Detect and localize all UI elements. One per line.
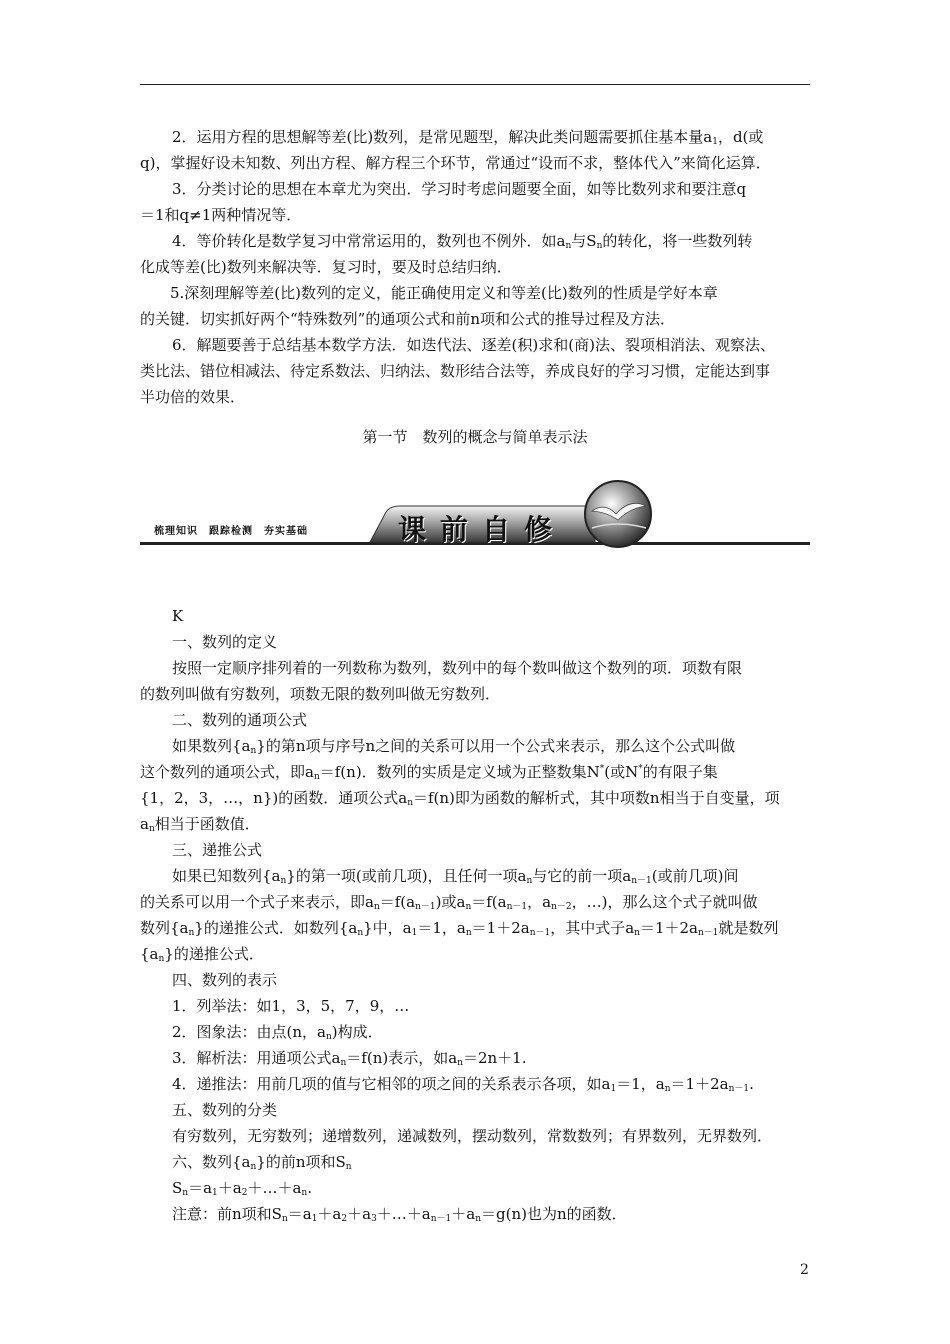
intro-paragraph-5-cont: 的关键．切实抓好两个“特殊数列”的通项公式和前n项和公式的推导过程及方法． (140, 310, 676, 328)
heading-representation: 四、数列的表示 (172, 971, 278, 989)
section-title: 第一节 数列的概念与简单表示法 (362, 428, 588, 446)
heading-classification: 五、数列的分类 (172, 1101, 278, 1119)
general-term-paragraph-cont2: {1，2，3，…，n})的函数．通项公式$a_n=f(n)$即为函数的解析式，其中项数n相当于自变量，项 (140, 789, 780, 808)
heading-definition: 一、数列的定义 (172, 633, 278, 651)
intro-paragraph-6-cont: 类比法、错位相减法、待定系数法、归纳法、数形结合法等，养成良好的学习习惯，定能达到事 (140, 362, 771, 380)
heading-recurrence: 三、递推公式 (172, 841, 263, 859)
general-term-paragraph-cont: 这个数列的通项公式，即$a_n=f(n)$．数列的实质是定义域为正整数集N*(或N*的有限子集 (140, 763, 718, 782)
recurrence-paragraph-cont: 的关系可以用一个式子来表示，即$a_n=f(a_{n-1})$或$a_n=f(a_{n-1}$，$a_{n-2}$，…)，那么这个式子就叫做 (140, 893, 758, 912)
partial-sum-note: 注意：前n项和$S_n=a_1+a_2+a_3+\dots+a_{n-1}+a_n=g(n)$也为n的函数． (172, 1205, 627, 1224)
intro-paragraph-5: 5.深刻理解等差(比)数列的定义，能正确使用定义和等差(比)数列的性质是学好本章 (170, 284, 718, 302)
stray-letter: K (172, 607, 184, 625)
partial-sum-formula: $S_n=a_1+a_2+\dots+a_n$. (172, 1179, 312, 1198)
intro-paragraph-4: 4．等价转化是数学复习中常常运用的，数列也不例外．如$a_n$与$S_n$的转化，将一些数列转 (172, 232, 753, 251)
recurrence-paragraph-cont2: 数列$\{a_n\}$的递推公式．如数列$\{a_n\}$中，$a_1=1$，$a_n=1+2a_{n-1}$，其中式子$a_n=1+2a_{n-1}$就是数列 (140, 919, 779, 938)
intro-paragraph-6-end: 半功倍的效果． (140, 388, 246, 406)
general-term-paragraph: 如果数列$\{a_n\}$的第n项与序号n之间的关系可以用一个公式来表示，那么这个公式叫做 (172, 737, 736, 756)
banner-title: 课前自修 (398, 513, 567, 546)
representation-item-3: 3．解析法：用通项公式$a_n=f(n)$表示，如$a_n=2n+1$. (172, 1049, 527, 1068)
heading-partial-sum: 六、数列$\{a_n\}$的前n项和$S_n$ (172, 1153, 352, 1172)
page-number: 2 (800, 1262, 809, 1278)
intro-paragraph-4-cont: 化成等差(比)数列来解决等．复习时，要及时总结归纳． (140, 258, 512, 276)
definition-paragraph-cont: 的数列叫做有穷数列，项数无限的数列叫做无穷数列． (140, 685, 501, 703)
banner-subtitle: 梳理知识 跟踪检测 夯实基础 (154, 526, 308, 537)
recurrence-paragraph-end: $\{a_n\}$的递推公式． (140, 945, 264, 964)
intro-paragraph-3: 3．分类讨论的思想在本章尤为突出．学习时考虑问题要全面，如等比数列求和要注意q (172, 180, 747, 198)
main-section (140, 603, 810, 1227)
representation-item-4: 4．递推法：用前几项的值与它相邻的项之间的关系表示各项，如$a_1=1$，$a_n=1+2a_{n-1}$. (172, 1075, 754, 1094)
intro-paragraph-2: 2．运用方程的思想解等差(比)数列，是常见题型，解决此类问题需要抓住基本量$a_1$，d(或 (172, 128, 764, 147)
header-rule (140, 84, 810, 85)
section-banner (140, 476, 810, 550)
heading-general-term: 二、数列的通项公式 (172, 711, 308, 729)
general-term-paragraph-end: $a_n$相当于函数值． (140, 815, 260, 834)
intro-paragraph-3-cont: ＝1和q≠1两种情况等． (140, 206, 302, 224)
definition-paragraph: 按照一定顺序排列着的一列数称为数列，数列中的每个数叫做这个数列的项．项数有限 (172, 659, 743, 677)
representation-item-2: 2．图象法：由点(n，$a_n$)构成． (172, 1023, 383, 1042)
recurrence-paragraph: 如果已知数列$\{a_n\}$的第一项(或前几项)，且任何一项$a_n$与它的前一项$a_{n-1}$(或前几项)间 (172, 867, 739, 886)
intro-paragraph-6: 6．解题要善于总结基本数学方法．如迭代法、逐差(积)求和(商)法、裂项相消法、观察法、 (172, 336, 775, 354)
intro-section (140, 124, 810, 410)
representation-item-1: 1．列举法：如1，3，5，7，9，… (172, 997, 410, 1015)
intro-paragraph-2-cont: q)，掌握好设未知数、列出方程、解方程三个环节，常通过“设而不求，整体代入”来简化运算． (140, 154, 771, 172)
classification-paragraph: 有穷数列，无穷数列；递增数列，递减数列，摆动数列，常数数列；有界数列，无界数列． (172, 1127, 773, 1145)
